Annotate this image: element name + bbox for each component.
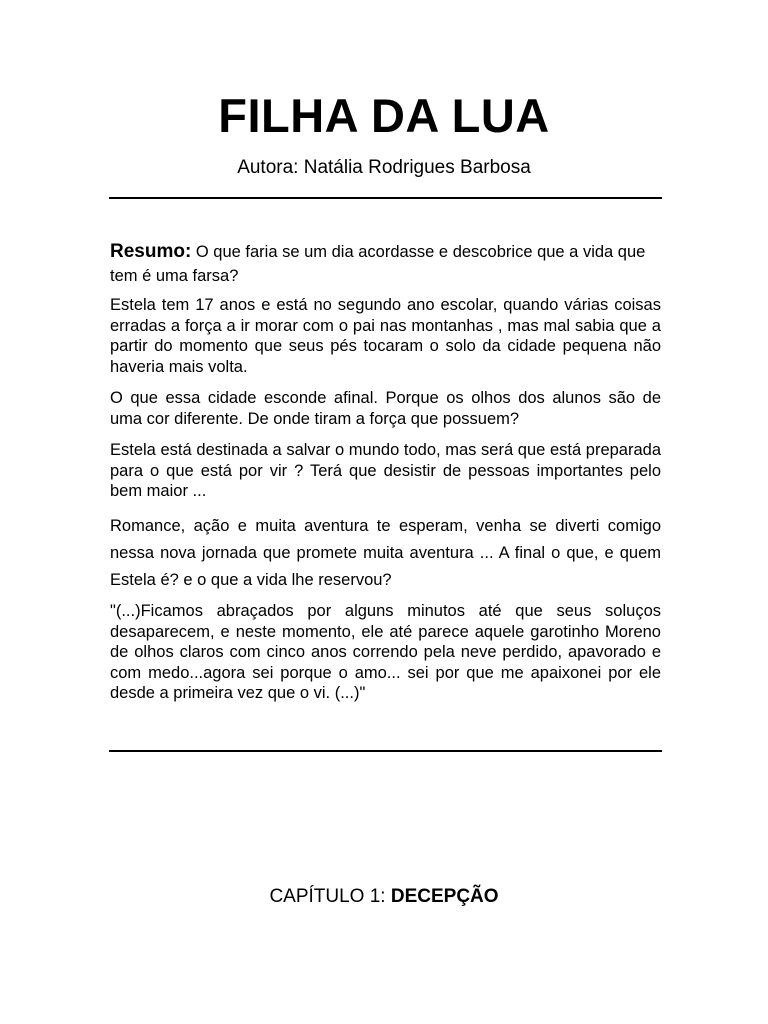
author-line: Autora: Natália Rodrigues Barbosa bbox=[237, 157, 531, 178]
summary-paragraph: Romance, ação e muita aventura te esperam, venha se diverti comigo nessa nova jornada que promete muita aventura ... A final o que, e quem Estela é? e o que a vida lhe reservou? bbox=[110, 517, 661, 589]
summary-intro-text: O que faria se um dia acordasse e descobrice que a vida que tem é uma farsa? bbox=[110, 243, 646, 285]
chapter-name: DECEPÇÃO bbox=[390, 886, 499, 907]
summary-paragraph: O que essa cidade esconde afinal. Porque os olhos dos alunos são de uma cor diferente. De onde tiram a força que possuem? bbox=[110, 389, 661, 428]
bottom-divider bbox=[109, 750, 662, 752]
summary-paragraph: Estela está destinada a salvar o mundo todo, mas será que está preparada para o que está por vir ? Terá que desistir de pessoas importantes pelo bem maior ... bbox=[110, 441, 661, 500]
chapter-heading bbox=[0, 885, 768, 909]
chapter-prefix: CAPÍTULO 1: bbox=[269, 886, 386, 907]
summary-intro bbox=[110, 240, 661, 288]
summary-label: Resumo: bbox=[110, 241, 192, 262]
top-divider bbox=[109, 197, 662, 199]
summary-paragraph: Estela tem 17 anos e está no segundo ano escolar, quando várias coisas erradas a força a ir morar com o pai nas montanhas , mas mal sabia que a partir do momento que seus pés tocaram o solo da cidade pequena não haveria mais volta. bbox=[110, 296, 661, 376]
excerpt-quote: "(...)Ficamos abraçados por alguns minutos até que seus soluços desaparecem, e neste momento, ele até parece aquele garotinho Moreno de olhos claros com cinco anos correndo pela neve perdido, apavorado e com medo...agora sei porque o amo... sei por que me apaixonei por ele desde a primeira vez que o vi. (...)" bbox=[110, 602, 661, 702]
book-title: FILHA DA LUA bbox=[218, 89, 550, 142]
